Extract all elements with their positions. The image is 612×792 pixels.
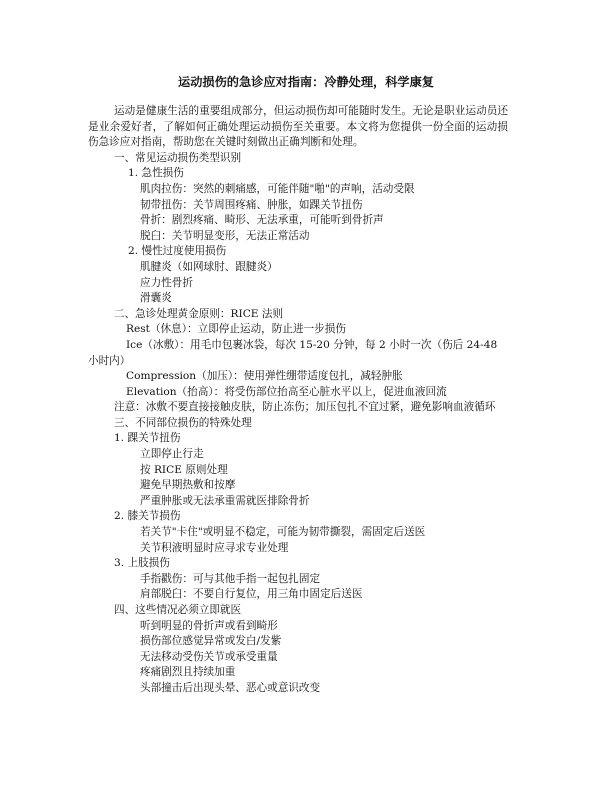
document-body — [88, 104, 508, 697]
list-item: 按 RICE 原则处理 — [140, 463, 228, 476]
list-item: 头部撞击后出现头晕、恶心或意识改变 — [140, 681, 321, 694]
list-item: 若关节"卡住"或明显不稳定，可能为韧带撕裂，需固定后送医 — [140, 526, 426, 539]
list-item: 脱臼：关节明显变形，无法正常活动 — [140, 229, 310, 242]
list-item: 损伤部位感觉异常或发白/发紫 — [140, 635, 282, 648]
list-item: 肌肉拉伤：突然的刺痛感，可能伴随"啪"的声响，活动受限 — [140, 182, 415, 195]
list-item: 肌腱炎（如网球肘、跟腱炎） — [140, 260, 278, 273]
section-2-heading: 二、急诊处理黄金原则：RICE 法则 — [114, 307, 284, 320]
section-4-heading: 四、这些情况必须立即就医 — [114, 604, 242, 616]
list-item: 严重肿胀或无法承重需就医排除骨折 — [140, 494, 310, 507]
list-item: 听到明显的骨折声或看到畸形 — [140, 619, 278, 632]
list-item: 韧带扭伤：关节周围疼痛、肿胀，如踝关节扭伤 — [140, 198, 363, 211]
list-item: 骨折：剧烈疼痛、畸形、无法承重，可能听到骨折声 — [140, 214, 384, 227]
rice-ice: Ice（冰敷）：用毛巾包裹冰袋，每次 15-20 分钟，每 2 小时一次（伤后 24-48 小时内） — [88, 338, 498, 367]
section-1-sub-2: 2. 慢性过度使用损伤 — [128, 245, 227, 258]
list-item: 关节积液明显时应寻求专业处理 — [140, 541, 289, 554]
list-item: 疼痛剧烈且持续加重 — [140, 666, 236, 679]
document-title: 运动损伤的急诊应对指南：冷静处理，科学康复 — [178, 75, 434, 89]
section-1-sub-1: 1. 急性损伤 — [128, 167, 184, 180]
ankle-heading: 1. 踝关节扭伤 — [114, 432, 181, 445]
list-item: 肩部脱臼：不要自行复位，用三角巾固定后送医 — [140, 588, 363, 601]
list-item: 手指戳伤：可与其他手指一起包扎固定 — [140, 572, 321, 585]
rice-rest: Rest（休息）：立即停止运动，防止进一步损伤 — [126, 323, 346, 336]
list-item: 无法移动受伤关节或承受重量 — [140, 650, 278, 663]
upper-limb-heading: 3. 上肢损伤 — [114, 557, 170, 570]
knee-heading: 2. 膝关节损伤 — [114, 510, 181, 523]
rice-note: 注意：冰敷不要直接接触皮肤，防止冻伤；加压包扎不宜过紧，避免影响血液循环 — [114, 401, 496, 414]
section-3-heading: 三、不同部位损伤的特殊处理 — [114, 416, 252, 429]
rice-elevation: Elevation（抬高）：将受伤部位抬高至心脏水平以上，促进血液回流 — [126, 385, 447, 398]
list-item: 立即停止行走 — [140, 448, 204, 461]
list-item: 应力性骨折 — [140, 276, 193, 289]
rice-compression: Compression（加压）：使用弹性绷带适度包扎，减轻肿胀 — [126, 370, 403, 383]
list-item: 避免早期热敷和按摩 — [140, 479, 236, 492]
section-1-heading: 一、常见运动损伤类型识别 — [114, 151, 242, 164]
intro-paragraph: 运动是健康生活的重要组成部分，但运动损伤却可能随时发生。无论是职业运动员还是业余爱好者，了解如何正确处理运动损伤至关重要。本文将为您提供一份全面的运动损伤急诊应对指南，帮助您在关键时刻做出正确判断和处理。 — [88, 105, 508, 149]
list-item: 滑囊炎 — [140, 292, 172, 305]
